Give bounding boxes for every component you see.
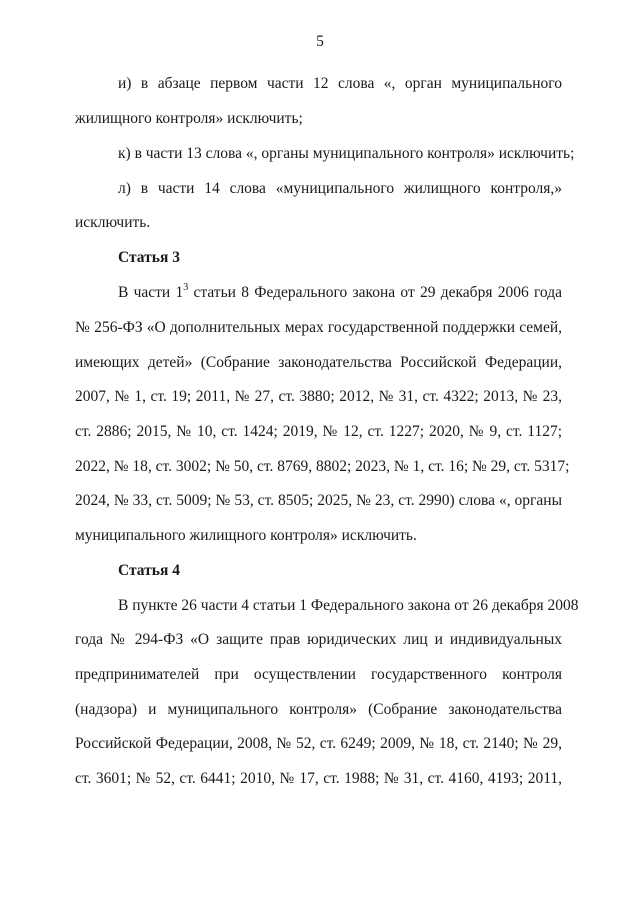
item-l-line-1: л) в части 14 слова «муниципального жилищного контроля,» <box>118 180 562 197</box>
article-3-line-4: 2007, № 1, ст. 19; 2011, № 27, ст. 3880; 2012, № 31, ст. 4322; 2013, № 23, <box>75 388 562 405</box>
article-3-line-5: ст. 2886; 2015, № 10, ст. 1424; 2019, № 12, ст. 1227; 2020, № 9, ст. 1127; <box>75 423 562 440</box>
article-3-line-2: № 256-ФЗ «О дополнительных мерах государственной поддержки семей, <box>75 319 562 336</box>
article-3-superscript: 3 <box>183 281 189 293</box>
article-3-line-1 <box>118 281 563 302</box>
article-4-line-3: предпринимателей при осуществлении государственного контроля <box>75 666 562 683</box>
article-3-line-1-start: В части 1 <box>118 284 184 301</box>
article-4-line-4: (надзора) и муниципального контроля» (Собрание законодательства <box>75 701 562 718</box>
article-4-heading: Статья 4 <box>118 562 180 579</box>
article-3-line-7: 2024, № 33, ст. 5009; № 53, ст. 8505; 2025, № 23, ст. 2990) слова «, органы <box>75 492 562 509</box>
article-4-line-6: ст. 3601; № 52, ст. 6441; 2010, № 17, ст. 1988; № 31, ст. 4160, 4193; 2011, <box>75 770 562 787</box>
article-4-line-1: В пункте 26 части 4 статьи 1 Федерального закона от 26 декабря 2008 <box>118 597 579 614</box>
article-3-line-8: муниципального жилищного контроля» исключить. <box>75 527 417 544</box>
article-4-line-2: года № 294-ФЗ «О защите прав юридических лиц и индивидуальных <box>75 631 562 648</box>
item-l-line-2: исключить. <box>75 214 151 231</box>
article-3-line-3: имеющих детей» (Собрание законодательства Российской Федерации, <box>75 354 562 371</box>
item-i-line-1: и) в абзаце первом части 12 слова «, орган муниципального <box>118 75 562 92</box>
page-number: 5 <box>316 33 324 50</box>
article-3-line-1-end: статьи 8 Федерального закона от 29 декабря 2006 года <box>188 284 563 301</box>
item-k: к) в части 13 слова «, органы муниципального контроля» исключить; <box>118 145 575 162</box>
article-3-line-6: 2022, № 18, ст. 3002; № 50, ст. 8769, 8802; 2023, № 1, ст. 16; № 29, ст. 5317; <box>75 458 570 475</box>
item-i-line-2: жилищного контроля» исключить; <box>75 110 303 127</box>
article-3-heading: Статья 3 <box>118 249 180 266</box>
article-4-line-5: Российской Федерации, 2008, № 52, ст. 6249; 2009, № 18, ст. 2140; № 29, <box>75 735 562 752</box>
